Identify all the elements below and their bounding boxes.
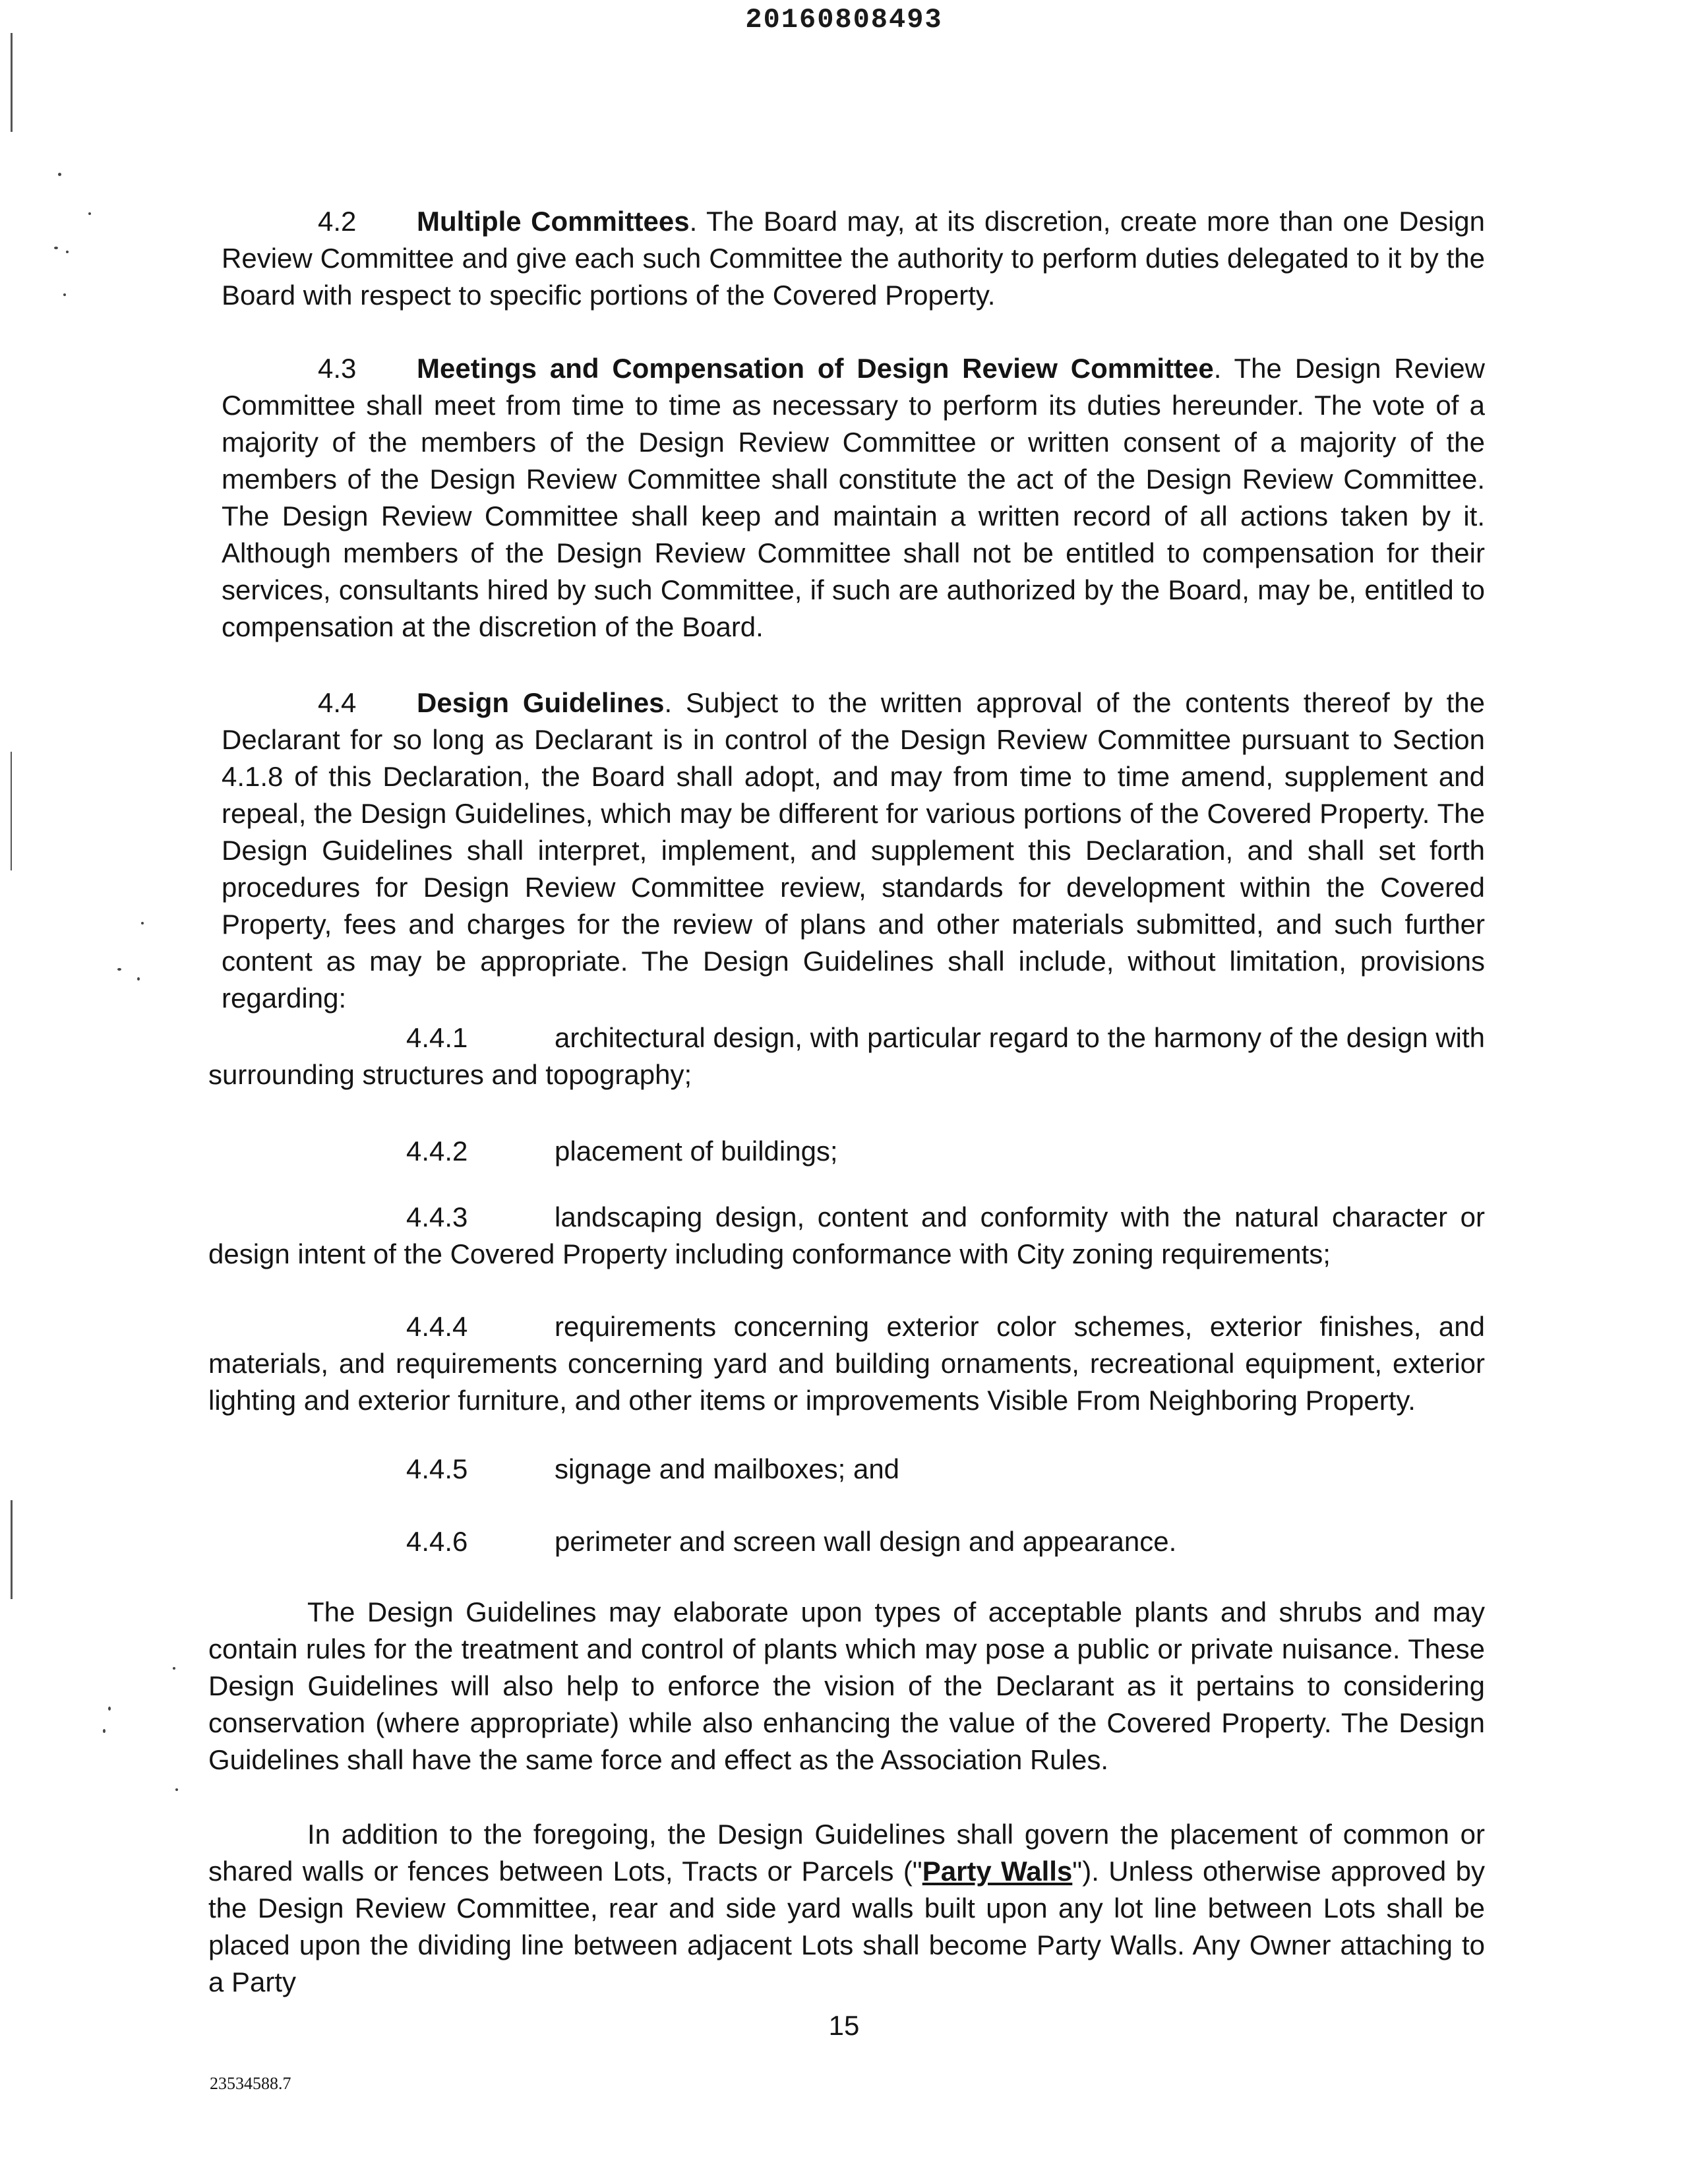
defined-term-party-walls: Party Walls bbox=[922, 1856, 1073, 1887]
recording-number: 20160808493 bbox=[745, 4, 943, 36]
subsection-text-first-line: placement of buildings; bbox=[555, 1136, 838, 1167]
scan-speck bbox=[88, 212, 91, 215]
subsection-number: 4.4.4 bbox=[406, 1311, 468, 1342]
paragraph-end: "). Unless otherwise approved by the Design Review Committee, rear and side yard walls built upon any lot line between Lots shall be placed upon the dividing line between adjacent Lots shall become Party Walls. Any Owner attaching to a Party bbox=[208, 1856, 1485, 1997]
subsection-number: 4.4.6 bbox=[406, 1526, 468, 1557]
closing-paragraph-1: The Design Guidelines may elaborate upon types of acceptable plants and shrubs and may contain rules for the treatment and control of plants which may pose a public or private nuisance. These Design Guidelines will also help to enforce the vision of the Declarant as it pertains to considering conservation (where appropriate) while also enhancing the value of the Covered Property. The Design Guidelines shall have the same force and effect as the Association Rules. bbox=[208, 1596, 1485, 1775]
scan-speck bbox=[63, 293, 66, 296]
scan-speck bbox=[141, 922, 144, 925]
paragraph-start: In addition to the foregoing, the Design Guidelines shall govern the placement of common or shared walls or fences between Lots, Tracts or Parcels (" bbox=[208, 1819, 1485, 1887]
section-body: . The Board may, at its discretion, create more than one Design Review Committee and give each such Committee the authority to perform duties delegated to it by the Board with respect to specific portions of the Covered Property. bbox=[222, 206, 1485, 311]
scan-speck bbox=[103, 1729, 106, 1733]
subsection-text-first-line: landscaping design, content and conformity with the natural character or bbox=[555, 1201, 1485, 1232]
subsection-text-first-line: signage and mailboxes; and bbox=[555, 1453, 900, 1484]
section-number: 4.4 bbox=[318, 687, 357, 718]
scan-speck bbox=[173, 1667, 175, 1670]
section-title: Multiple Committees bbox=[417, 206, 690, 237]
page-number: 15 bbox=[828, 2010, 860, 2041]
scan-edge-mark bbox=[11, 752, 12, 870]
closing-paragraph-2 bbox=[208, 1816, 1485, 2001]
subsection-text-continuation: materials, and requirements concerning yard and building ornaments, recreational equipment, exterior lighting and exterior furniture, and other items or improvements Visible From Neighboring Property. bbox=[208, 1348, 1485, 1416]
section-number: 4.2 bbox=[318, 206, 357, 237]
scan-edge-mark bbox=[11, 33, 13, 132]
section-body: . Subject to the written approval of the contents thereof by the Declarant for so long as Declarant is in control of the Design Review Committee pursuant to Section 4.1.8 of this Declaration, the Board shall adopt, and may from time to time amend, supplement and repeal, the Design Guidelines, which may be different for various portions of the Covered Property. The Design Guidelines shall interpret, implement, and supplement this Declaration, and shall set forth procedures for Design Review Committee review, standards for development within the Covered Property, fees and charges for the review of plans and other materials submitted, and such further content as may be appropriate. The Design Guidelines shall include, without limitation, provisions regarding: bbox=[222, 687, 1485, 1014]
subsection-number: 4.4.2 bbox=[406, 1136, 468, 1167]
subsection-text-continuation: surrounding structures and topography; bbox=[208, 1059, 692, 1090]
section-number: 4.3 bbox=[318, 353, 357, 384]
document-id: 23534588.7 bbox=[210, 2074, 291, 2093]
subsection-number: 4.4.3 bbox=[406, 1201, 468, 1232]
section-4-4 bbox=[222, 684, 1485, 1017]
section-body: . The Design Review Committee shall meet from time to time as necessary to perform its duties hereunder. The vote of a majority of the members of the Design Review Committee or written consent of a majority of the members of the Design Review Committee shall constitute the act of the Design Review Committee. The Design Review Committee shall keep and maintain a written record of all actions taken by it. Although members of the Design Review Committee shall not be entitled to compensation for their services, consultants hired by such Committee, if such are authorized by the Board, may be, entitled to compensation at the discretion of the Board. bbox=[222, 353, 1485, 642]
scan-speck bbox=[108, 1707, 111, 1711]
section-4-2 bbox=[222, 203, 1485, 314]
subsection-number: 4.4.5 bbox=[406, 1453, 468, 1484]
scan-edge-mark bbox=[11, 1500, 13, 1599]
scan-speck bbox=[58, 173, 61, 176]
subsection-text-first-line: requirements concerning exterior color schemes, exterior finishes, and bbox=[555, 1311, 1485, 1342]
scan-speck bbox=[117, 968, 121, 971]
subsection-number: 4.4.1 bbox=[406, 1022, 468, 1053]
scan-speck bbox=[137, 977, 140, 981]
scan-speck bbox=[66, 251, 69, 253]
subsection-text-first-line: perimeter and screen wall design and appearance. bbox=[555, 1526, 1177, 1557]
subsection-text-continuation: design intent of the Covered Property including conformance with City zoning requirements; bbox=[208, 1238, 1331, 1269]
section-title: Design Guidelines bbox=[417, 687, 665, 718]
scan-speck bbox=[175, 1788, 178, 1791]
subsection-text-first-line: architectural design, with particular regard to the harmony of the design with bbox=[555, 1022, 1485, 1053]
scan-speck bbox=[54, 247, 58, 249]
section-4-3 bbox=[222, 350, 1485, 646]
section-title: Meetings and Compensation of Design Review Committee bbox=[417, 353, 1214, 384]
